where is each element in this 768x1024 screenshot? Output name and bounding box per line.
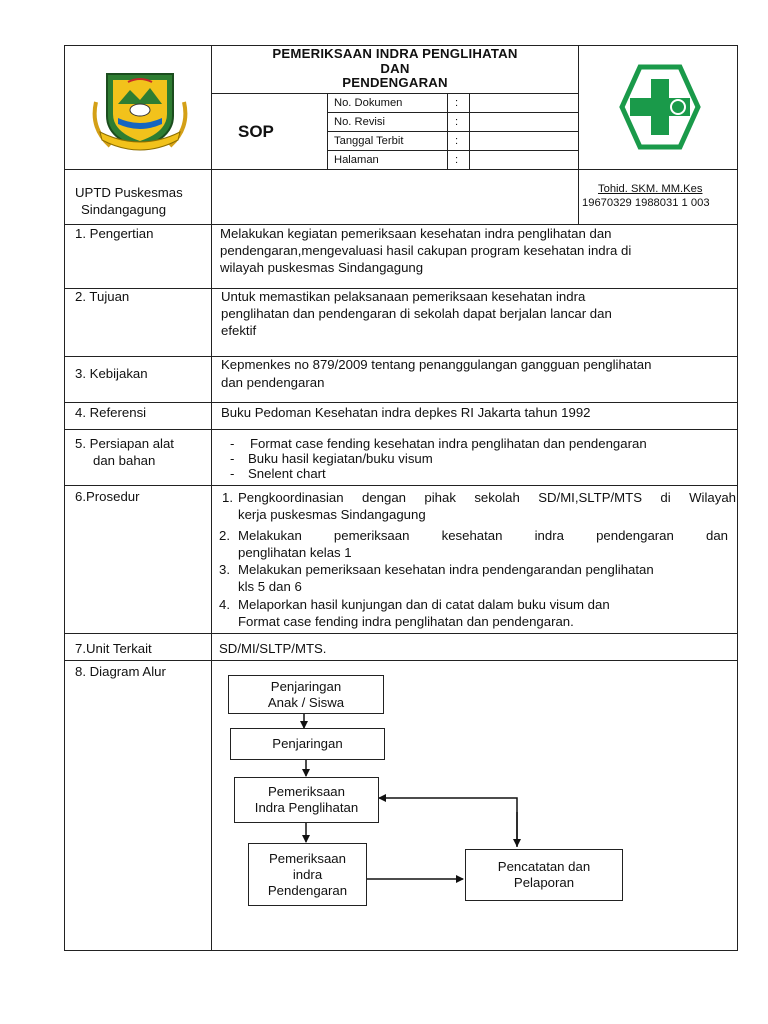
prosedur-step-num: 4.	[219, 597, 230, 612]
flow-box-text: Pemeriksaan indra Pendengaran	[267, 850, 348, 898]
meta-label-dokumen: No. Dokumen	[334, 97, 403, 109]
meta-divider	[327, 131, 578, 132]
meta-col-divider	[447, 93, 448, 169]
prosedur-step-line: kls 5 dan 6	[238, 579, 302, 594]
tujuan-label: 2. Tujuan	[75, 289, 130, 304]
persiapan-item: Format case fending kesehatan indra penglihatan dan pendengaran	[250, 436, 647, 451]
flow-box-text: Penjaringan Anak / Siswa	[267, 678, 345, 710]
flow-box-text: Pencatatan dan Pelaporan	[497, 859, 591, 890]
prosedur-step-line: penglihatan kelas 1	[238, 545, 352, 560]
pengertian-line: Melakukan kegiatan pemeriksaan kesehatan indra penglihatan dan	[220, 226, 612, 241]
meta-sep: :	[455, 97, 459, 109]
row-divider	[64, 402, 738, 403]
tujuan-line: Untuk memastikan pelaksanaan pemeriksaan kesehatan indra	[221, 289, 586, 304]
title-line-3: PENDENGARAN	[342, 75, 448, 90]
persiapan-item: Buku hasil kegiatan/buku visum	[248, 451, 433, 466]
meta-sep: :	[455, 116, 459, 128]
prosedur-step-line: Melaporkan hasil kunjungan dan di catat dalam buku visum dan	[238, 597, 610, 612]
title-line-2: DAN	[380, 60, 410, 76]
row-divider	[64, 169, 738, 170]
prosedur-step-num: 1.	[222, 490, 233, 505]
row-divider	[64, 485, 738, 486]
sop-label: SOP	[238, 122, 274, 141]
flow-box-penjaringan	[230, 728, 385, 760]
flow-box-text: Pemeriksaan Indra Penglihatan	[254, 784, 359, 815]
persiapan-bullet: -	[230, 466, 235, 481]
meta-label-halaman: Halaman	[334, 154, 379, 166]
sop-title	[212, 47, 578, 91]
meta-sep: :	[455, 135, 459, 147]
meta-divider	[327, 112, 578, 113]
col-divider	[578, 45, 579, 224]
tujuan-line: efektif	[221, 323, 257, 338]
tujuan-line: penglihatan dan pendengaran di sekolah dapat berjalan lancar dan	[221, 306, 612, 321]
meta-col-divider	[327, 93, 328, 169]
prosedur-step-num: 2.	[219, 528, 230, 543]
persiapan-item: Snelent chart	[248, 466, 326, 481]
signer-nip: 19670329 1988031 1 003	[582, 197, 710, 209]
row-divider	[64, 429, 738, 430]
unit-name-line2: Sindangagung	[81, 202, 167, 217]
persiapan-label-line1: 5. Persiapan alat	[75, 436, 174, 451]
flow-box-penjaringan-anak	[228, 675, 384, 714]
prosedur-step-line: Melakukan pemeriksaan kesehatan indra pendengarandan penglihatan	[238, 562, 654, 577]
prosedur-step-line: kerja puskesmas Sindangagung	[238, 507, 426, 522]
signer-name: Tohid. SKM. MM.Kes	[598, 183, 703, 195]
flow-box-text: Penjaringan	[272, 736, 343, 751]
referensi-label: 4. Referensi	[75, 405, 147, 420]
row-divider	[64, 633, 738, 634]
pengertian-line: wilayah puskesmas Sindangagung	[220, 260, 424, 275]
row-divider	[64, 660, 738, 661]
flow-box-pemeriksaan-pendengaran	[248, 843, 367, 906]
meta-divider	[327, 150, 578, 151]
prosedur-step-line: Pengkoordinasian dengan pihak sekolah SD/MI,SLTP/MTS di Wilayah	[238, 490, 736, 505]
pengertian-label: 1. Pengertian	[75, 226, 154, 241]
diagram-label: 8. Diagram Alur	[75, 664, 166, 679]
pengertian-line: pendengaran,mengevaluasi hasil cakupan program kesehatan indra di	[220, 243, 632, 258]
kebijakan-line: Kepmenkes no 879/2009 tentang penanggulangan gangguan penglihatan	[221, 357, 652, 372]
meta-label-tanggal: Tanggal Terbit	[334, 135, 404, 147]
meta-sep: :	[455, 154, 459, 166]
kebijakan-label: 3. Kebijakan	[75, 366, 148, 381]
kebijakan-line: dan pendengaran	[221, 375, 325, 390]
unit-terkait-text: SD/MI/SLTP/MTS.	[219, 641, 327, 656]
prosedur-step-num: 3.	[219, 562, 230, 577]
prosedur-step-line: Melakukan pemeriksaan kesehatan indra pendengaran dan	[238, 528, 728, 543]
referensi-text: Buku Pedoman Kesehatan indra depkes RI Jakarta tahun 1992	[221, 405, 591, 420]
flow-box-pemeriksaan-penglihatan	[234, 777, 379, 823]
persiapan-bullet: -	[230, 451, 235, 466]
unit-name-line1: UPTD Puskesmas	[75, 185, 183, 200]
title-line-1: PEMERIKSAAN INDRA PENGLIHATAN	[272, 46, 518, 61]
meta-col-divider	[469, 93, 470, 169]
flow-box-pencatatan	[465, 849, 623, 901]
prosedur-label: 6.Prosedur	[75, 489, 140, 504]
unit-terkait-label: 7.Unit Terkait	[75, 641, 152, 656]
col-divider	[211, 45, 212, 951]
prosedur-step-line: Format case fending indra penglihatan dan pendengaran.	[238, 614, 574, 629]
header-divider	[211, 93, 578, 94]
persiapan-bullet: -	[230, 436, 235, 451]
meta-label-revisi: No. Revisi	[334, 116, 385, 128]
persiapan-label-line2: dan bahan	[93, 453, 156, 468]
